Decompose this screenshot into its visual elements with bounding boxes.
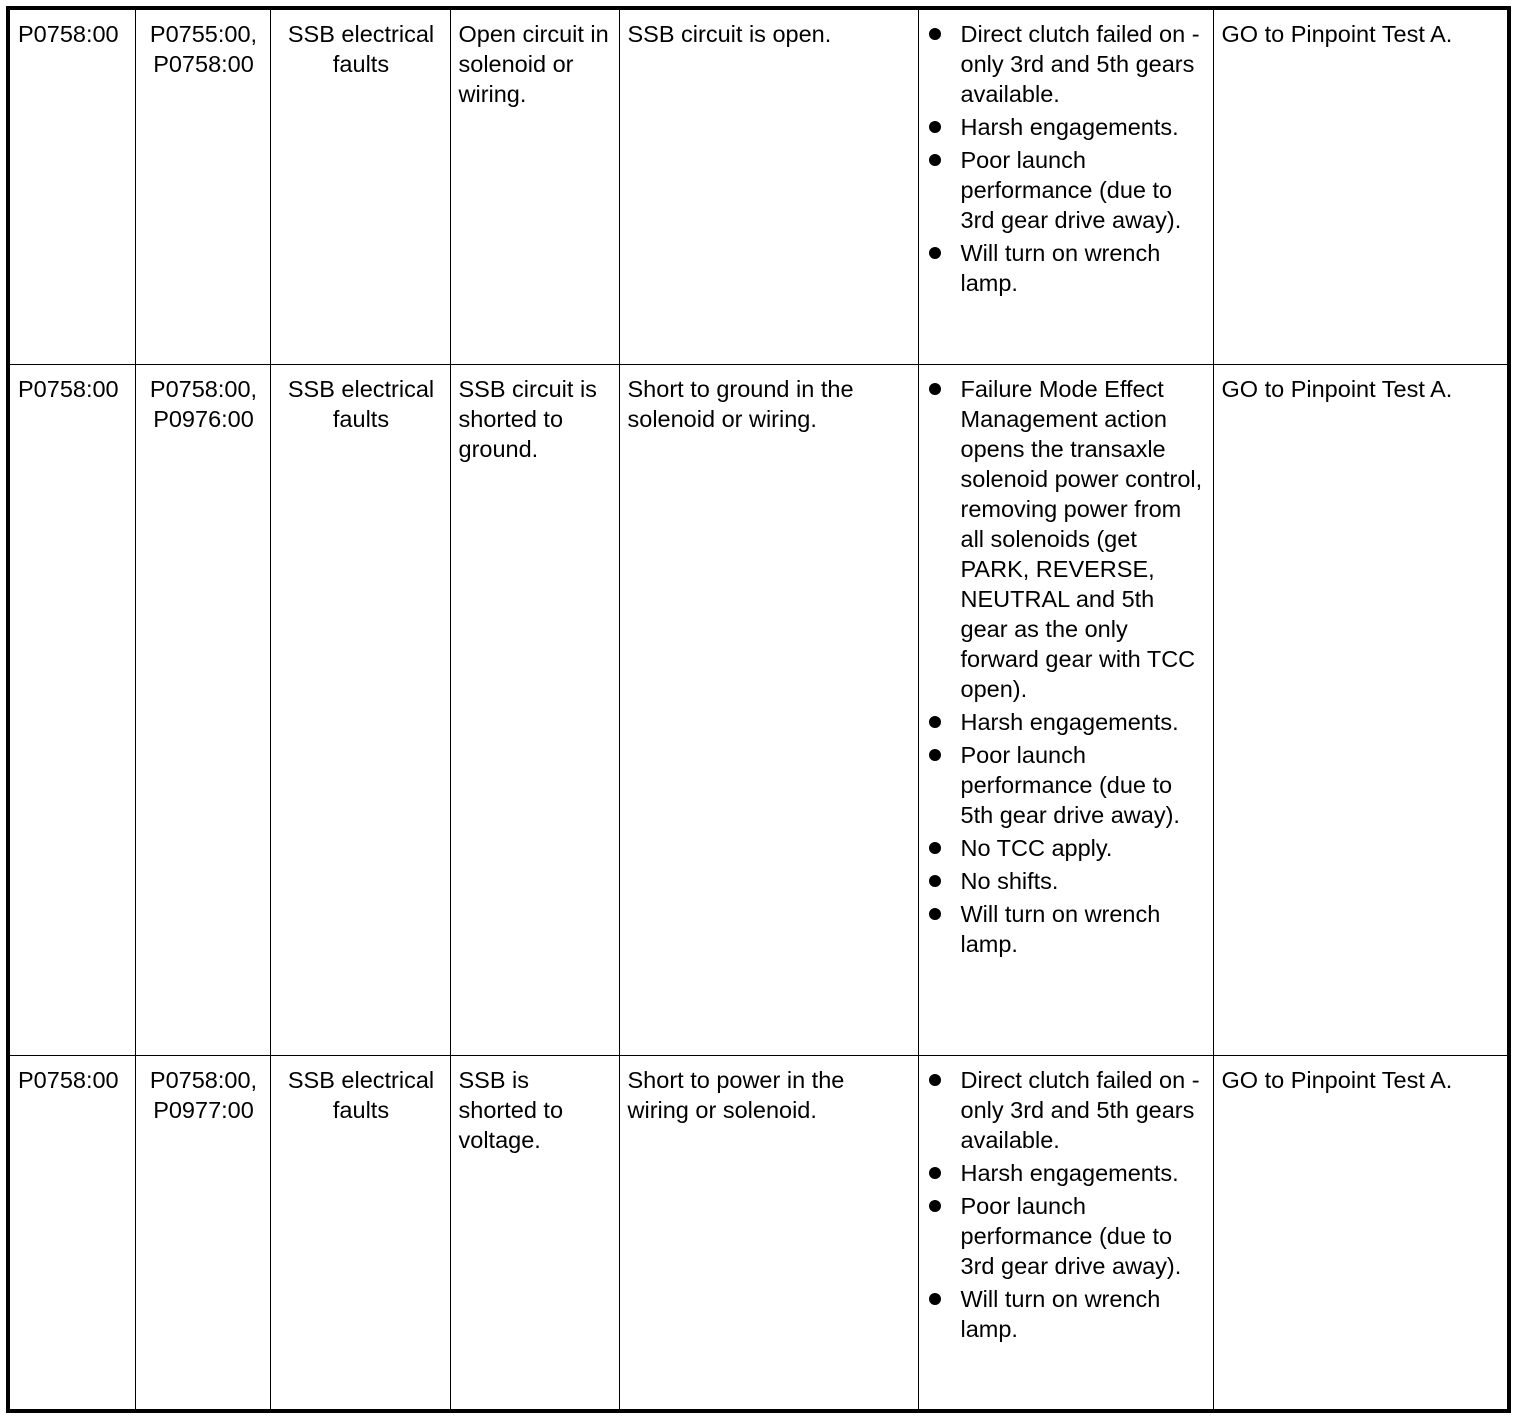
symptom-item: Poor launch performance (due to 3rd gear drive away). — [927, 1191, 1207, 1281]
symptom-item: Poor launch performance (due to 3rd gear drive away). — [927, 145, 1207, 235]
related-dtc-line: P0758:00, — [149, 375, 258, 402]
bullet-icon — [929, 383, 941, 395]
symptom-item: Harsh engagements. — [927, 112, 1207, 142]
cause-cell: Short to power in the wiring or solenoid. — [619, 1055, 918, 1411]
bullet-icon — [929, 1200, 941, 1212]
related-dtc-line: P0755:00, — [149, 21, 258, 47]
related-dtc-cell — [135, 8, 270, 364]
symptom-item: No shifts. — [927, 866, 1207, 896]
bullet-icon — [929, 842, 941, 854]
symptom-item: Will turn on wrench lamp. — [927, 899, 1207, 959]
bullet-icon — [929, 716, 941, 728]
symptoms-cell — [918, 1055, 1213, 1411]
bullet-icon — [929, 749, 941, 761]
table-row — [8, 8, 1509, 364]
description-cell: SSB electrical faults — [270, 8, 450, 364]
bullet-icon — [929, 1074, 941, 1086]
table-row — [8, 364, 1509, 1055]
description-cell: SSB electrical faults — [270, 1055, 450, 1411]
action-cell: GO to Pinpoint Test A. — [1213, 8, 1509, 364]
symptom-list — [927, 19, 1207, 298]
dtc-table — [6, 6, 1511, 1413]
cause-cell: Short to ground in the solenoid or wiring. — [619, 364, 918, 1055]
related-dtc-line: P0976:00 — [153, 405, 254, 432]
bullet-icon — [929, 908, 941, 920]
bullet-icon — [929, 247, 941, 259]
condition-cell: Open circuit in solenoid or wiring. — [450, 8, 619, 364]
related-dtc-cell — [135, 364, 270, 1055]
symptom-list — [927, 374, 1207, 959]
symptom-item: Harsh engagements. — [927, 1158, 1207, 1188]
bullet-icon — [929, 875, 941, 887]
symptoms-cell — [918, 364, 1213, 1055]
dtc-cell: P0758:00 — [8, 364, 135, 1055]
symptom-item: Will turn on wrench lamp. — [927, 1284, 1207, 1344]
bullet-icon — [929, 1167, 941, 1179]
symptom-item: Direct clutch failed on - only 3rd and 5th gears available. — [927, 19, 1207, 109]
symptom-item: Failure Mode Effect Management action opens the transaxle solenoid power control, removing power from all solenoids (get PARK, REVERSE, NEUTRAL and 5th gear as the only forward gear with TCC open). — [927, 374, 1207, 704]
symptom-item: No TCC apply. — [927, 833, 1207, 863]
bullet-icon — [929, 121, 941, 133]
related-dtc-line: P0758:00, — [149, 1066, 258, 1093]
table-row — [8, 1055, 1509, 1411]
related-dtc-cell — [135, 1055, 270, 1411]
symptom-item: Will turn on wrench lamp. — [927, 238, 1207, 298]
symptom-item: Poor launch performance (due to 5th gear drive away). — [927, 740, 1207, 830]
related-dtc-line: P0758:00 — [153, 51, 254, 77]
related-dtc-line: P0977:00 — [153, 1096, 254, 1123]
description-cell: SSB electrical faults — [270, 364, 450, 1055]
bullet-icon — [929, 28, 941, 40]
dtc-cell: P0758:00 — [8, 8, 135, 364]
symptom-item: Direct clutch failed on - only 3rd and 5th gears available. — [927, 1065, 1207, 1155]
action-cell: GO to Pinpoint Test A. — [1213, 364, 1509, 1055]
bullet-icon — [929, 154, 941, 166]
condition-cell: SSB circuit is shorted to ground. — [450, 364, 619, 1055]
symptom-item: Harsh engagements. — [927, 707, 1207, 737]
condition-cell: SSB is shorted to voltage. — [450, 1055, 619, 1411]
cause-cell: SSB circuit is open. — [619, 8, 918, 364]
action-cell: GO to Pinpoint Test A. — [1213, 1055, 1509, 1411]
bullet-icon — [929, 1293, 941, 1305]
symptoms-cell — [918, 8, 1213, 364]
dtc-cell: P0758:00 — [8, 1055, 135, 1411]
symptom-list — [927, 1065, 1207, 1344]
